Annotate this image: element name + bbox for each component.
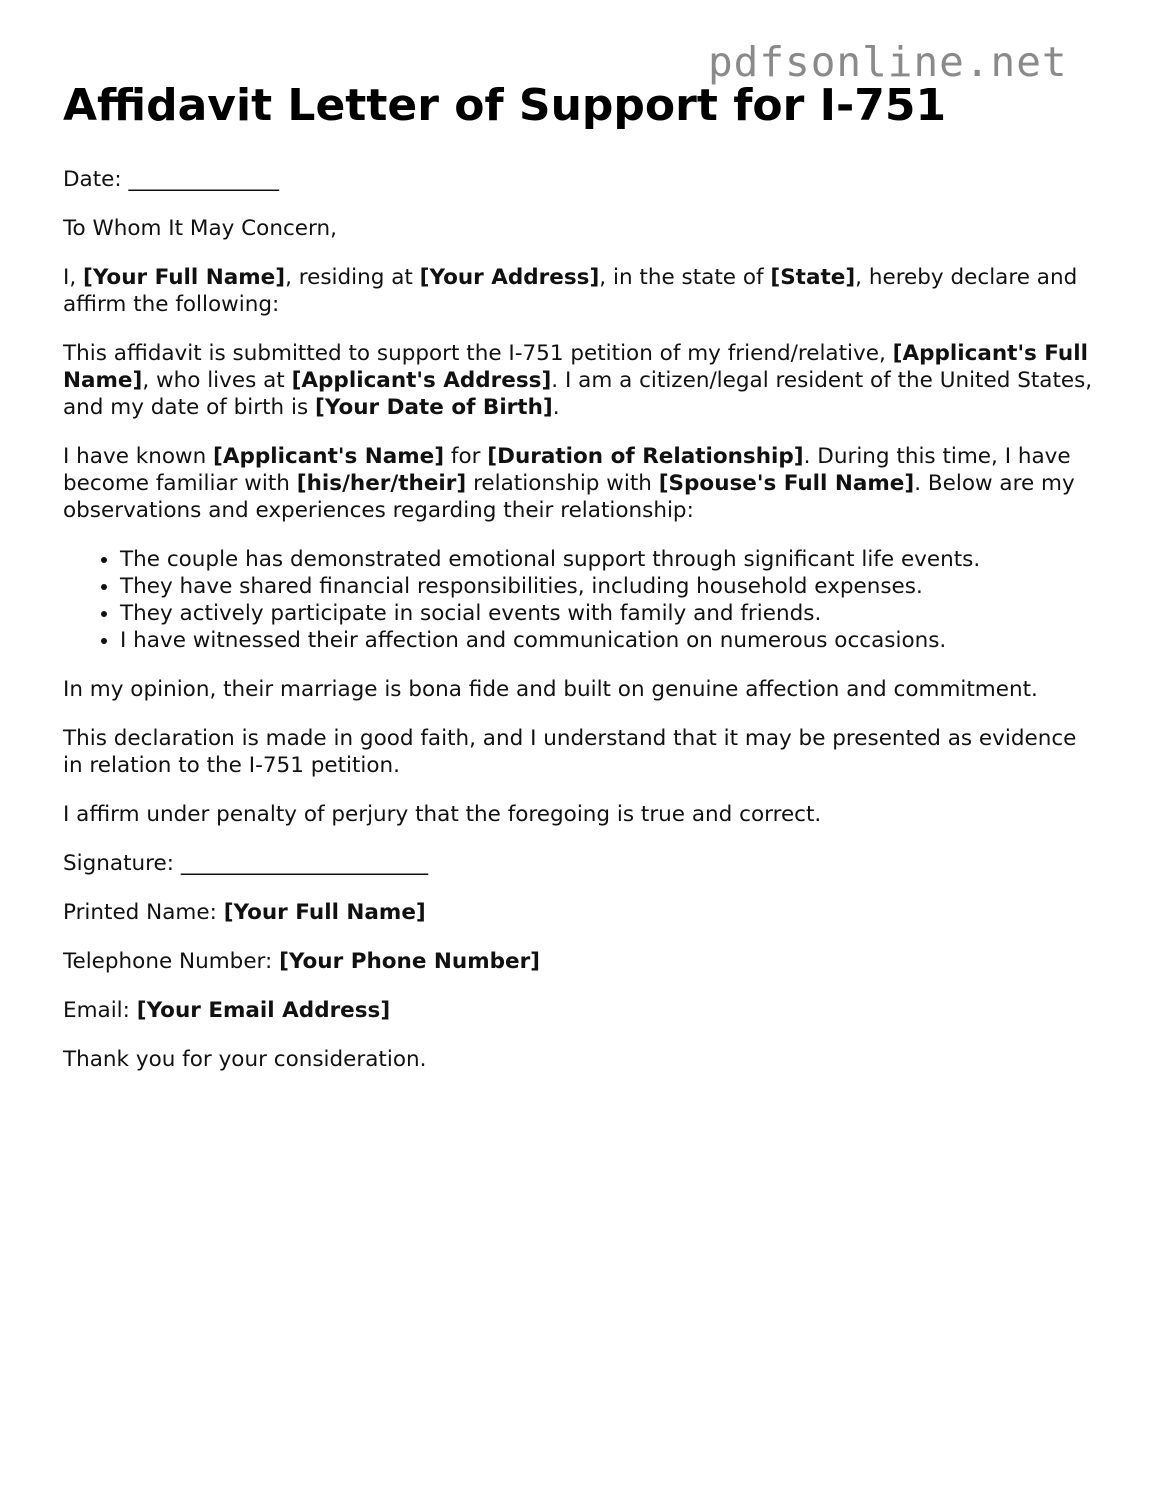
telephone-label: Telephone Number: [63,949,273,974]
email-label: Email: [63,998,130,1023]
text: . During this time, I have become familiar with [63,444,1071,496]
text: relationship with [466,471,659,496]
signature-blank: _______________________ [180,851,429,876]
telephone-value: [Your Phone Number] [279,949,541,974]
list-item: • They actively participate in social events with family and friends. [120,600,1093,627]
date-blank: ______________ [128,167,279,192]
placeholder-spouse-name: [Spouse's Full Name] [658,471,915,496]
salutation: To Whom It May Concern, [63,216,337,241]
list-item: • I have witnessed their affection and communication on numerous occasions. [120,627,1093,654]
text: This affidavit is submitted to support the I-751 petition of my friend/relative, [63,341,893,366]
signature-label: Signature: [63,851,174,876]
telephone-line [63,948,1093,975]
placeholder-your-address: [Your Address] [419,265,600,290]
printed-name-line [63,899,1093,926]
list-item: • They have shared financial responsibilities, including household expenses. [120,573,1093,600]
paragraph-declarant [63,264,1093,318]
placeholder-applicant-full-name: [Applicant's Full Name] [63,341,1088,393]
placeholder-applicant-address: [Applicant's Address] [291,368,552,393]
email-line [63,997,1093,1024]
watermark: pdfsonline.net [708,38,1068,86]
placeholder-your-full-name: [Your Full Name] [83,265,286,290]
date-label: Date: [63,167,122,192]
text: . [552,395,560,420]
printed-name-label: Printed Name: [63,900,217,925]
list-item: • The couple has demonstrated emotional support through significant life events. [120,546,1093,573]
text: , in the state of [599,265,771,290]
printed-name-value: [Your Full Name] [223,900,426,925]
text: . Below are my observations and experiences regarding their relationship: [63,471,1075,523]
paragraph-opinion: In my opinion, their marriage is bona fide and built on genuine affection and commitment. [63,677,1038,702]
text: , hereby declare and affirm the following: [63,265,1078,317]
paragraph-relationship [63,443,1093,524]
email-value: [Your Email Address] [136,998,391,1023]
text: I, [63,265,84,290]
placeholder-duration: [Duration of Relationship] [487,444,804,469]
text: , residing at [285,265,420,290]
observations-list [63,546,1093,654]
paragraph-declaration: This declaration is made in good faith, and I understand that it may be presented as evidence in relation to the I-751 petition. [63,726,1077,778]
date-line [63,166,1093,193]
signature-line [63,850,1093,877]
paragraph-purpose [63,340,1093,421]
letter-body [63,166,1093,1095]
placeholder-date-of-birth: [Your Date of Birth] [315,395,553,420]
closing: Thank you for your consideration. [63,1047,427,1072]
text: , who lives at [142,368,292,393]
placeholder-pronoun: [his/her/their] [296,471,467,496]
text: I have known [63,444,214,469]
text: for [444,444,488,469]
text: . I am a citizen/legal resident of the United States, and my date of birth is [63,368,1093,420]
placeholder-applicant-name: [Applicant's Name] [213,444,445,469]
page-title: Affidavit Letter of Support for I-751 [63,80,947,131]
paragraph-affirmation: I affirm under penalty of perjury that the foregoing is true and correct. [63,802,822,827]
placeholder-state: [State] [770,265,856,290]
